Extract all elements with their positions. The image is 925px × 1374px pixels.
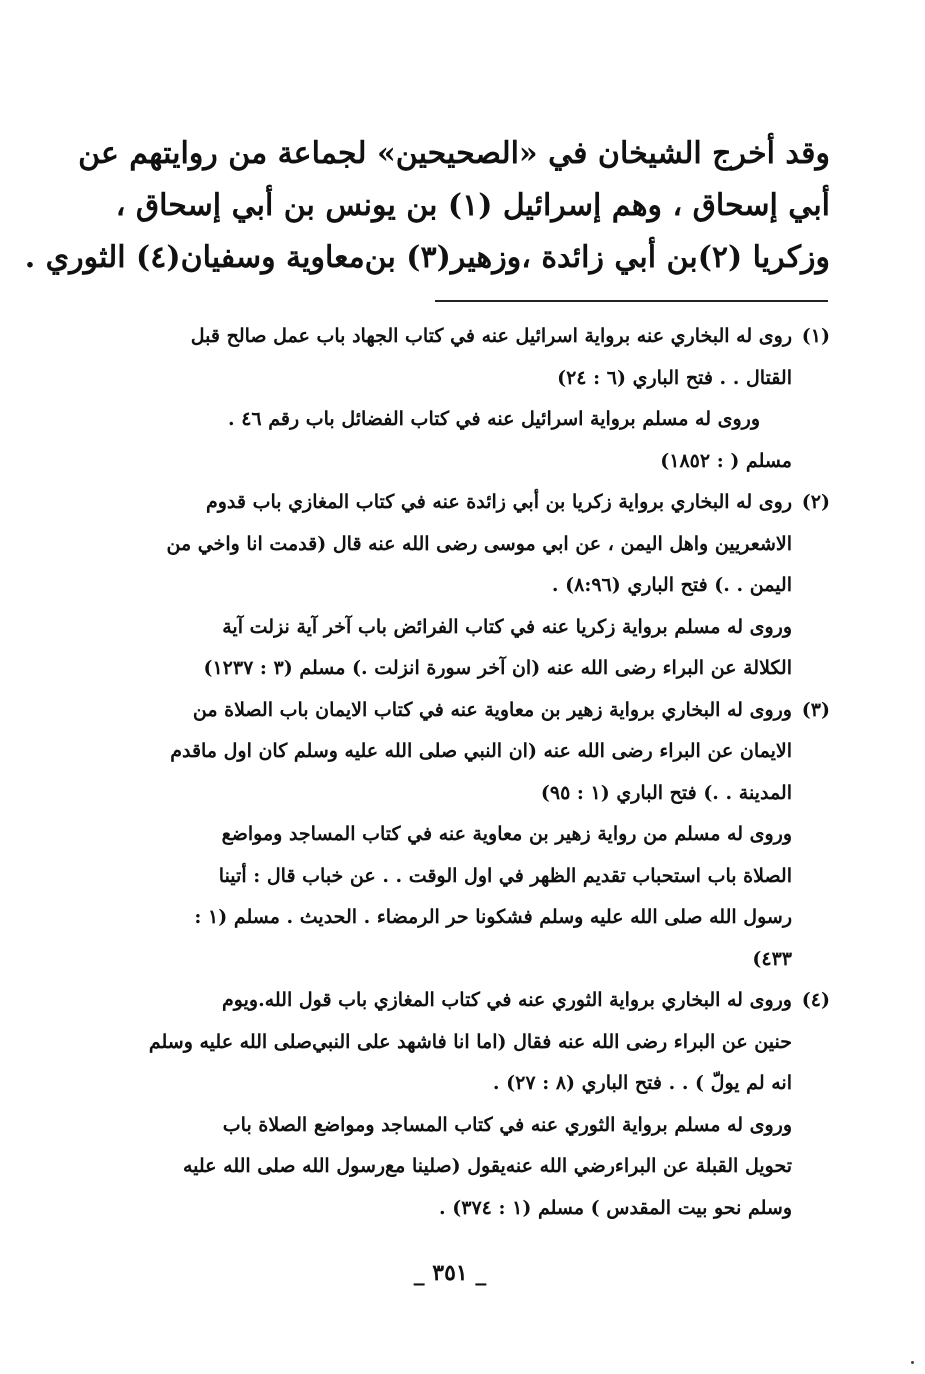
- footnote-2: [118, 482, 830, 690]
- footnotes: [118, 316, 830, 1229]
- main-text-line: وقد أخرج الشيخان في «الصحيحين» لجماعة من روايتهم عن: [78, 136, 830, 171]
- footnote-number: (٢): [801, 491, 830, 513]
- footnote-line: اليمن . .) فتح الباري (٨:٩٦) .: [551, 574, 792, 596]
- footnote-number: (٣): [801, 698, 830, 721]
- footnote-line: وسلم نحو بيت المقدس ) مسلم (١ : ٣٧٤) .: [439, 1196, 792, 1219]
- footnote-line: انه لم يولّ ) . . فتح الباري (٨ : ٢٧) .: [492, 1072, 792, 1094]
- footnote-line: روى له البخاري برواية زكريا بن أبي زائدة عنه في كتاب المغازي باب قدوم: [205, 491, 792, 513]
- footnote-line: وروى له مسلم برواية الثوري عنه في كتاب المساجد ومواضع الصلاة باب: [222, 1113, 792, 1136]
- footnote-line: رسول الله صلى الله عليه وسلم فشكونا حر الرمضاء . الحديث . مسلم (١ :: [194, 906, 792, 928]
- footnote-line: الكلالة عن البراء رضى الله عنه (ان آخر سورة انزلت .) مسلم (٣ : ١٢٣٧): [203, 657, 792, 679]
- footnote-4: [118, 980, 830, 1229]
- footnote-line: وروى له مسلم من رواية زهير بن معاوية عنه في كتاب المساجد ومواضع: [221, 823, 792, 845]
- footnote-line: الصلاة باب استحباب تقديم الظهر في اول الوقت . . عن خباب قال : أتينا: [218, 864, 792, 887]
- footnote-line: الايمان عن البراء رضى الله عنه (ان النبي صلى الله عليه وسلم كان اول ماقدم: [170, 740, 792, 762]
- footnote-line: وروى له مسلم برواية اسرائيل عنه في كتاب الفضائل باب رقم ٤٦ .: [227, 408, 760, 430]
- footnote-line: حنين عن البراء رضى الله عنه فقال (اما انا فاشهد على النبي‌صلى الله عليه وسلم: [148, 1030, 792, 1053]
- footnote-number: (١): [801, 325, 830, 347]
- footnote-line: الاشعريين واهل اليمن ، عن ابي موسى رضى الله عنه قال (قدمت انا واخي من: [166, 532, 792, 555]
- footnote-3: [118, 690, 830, 981]
- footnote-line: القتال . . فتح الباري (٦ : ٢٤): [557, 366, 792, 389]
- footnote-line: وروى له البخاري برواية الثوري عنه في كتاب المغازي باب قول الله.ويوم: [222, 989, 792, 1011]
- main-text-line: أبي إسحاق ، وهم إسرائيل (١) بن يونس بن أبي إسحاق ،: [115, 188, 830, 223]
- footnote-line: وروى له البخاري برواية زهير بن معاوية عنه في كتاب الايمان باب الصلاة من: [192, 698, 792, 721]
- footnote-line: ٤٣٣): [752, 947, 792, 970]
- scan-speck: [911, 1361, 914, 1364]
- footnote-line: تحويل القبلة عن البراء‌رضي الله عنه‌يقول (صلينا مع‌رسول الله صلى الله عليه: [182, 1155, 792, 1177]
- footnote-line: وروى له مسلم برواية زكريا عنه في كتاب الفرائض باب آخر آية نزلت آية: [222, 615, 792, 638]
- footnote-line: مسلم ( : ١٨٥٢): [660, 449, 792, 472]
- footnote-1: [118, 316, 830, 482]
- footnote-separator: [435, 300, 828, 302]
- main-text-line: وزكريا (٢)بن أبي زائدة ،وزهير(٣) بن‌معاوية وسفيان(٤) الثوري .: [24, 240, 830, 275]
- page-number: _ ٣٥١ _: [413, 1260, 487, 1286]
- footnote-line: المدينة . .) فتح الباري (١ : ٩٥): [540, 781, 792, 804]
- main-paragraph: [24, 128, 830, 284]
- footnote-number: (٤): [801, 989, 830, 1011]
- footnote-line: روى له البخاري عنه برواية اسرائيل عنه في كتاب الجهاد باب عمل صالح قبل: [190, 325, 792, 347]
